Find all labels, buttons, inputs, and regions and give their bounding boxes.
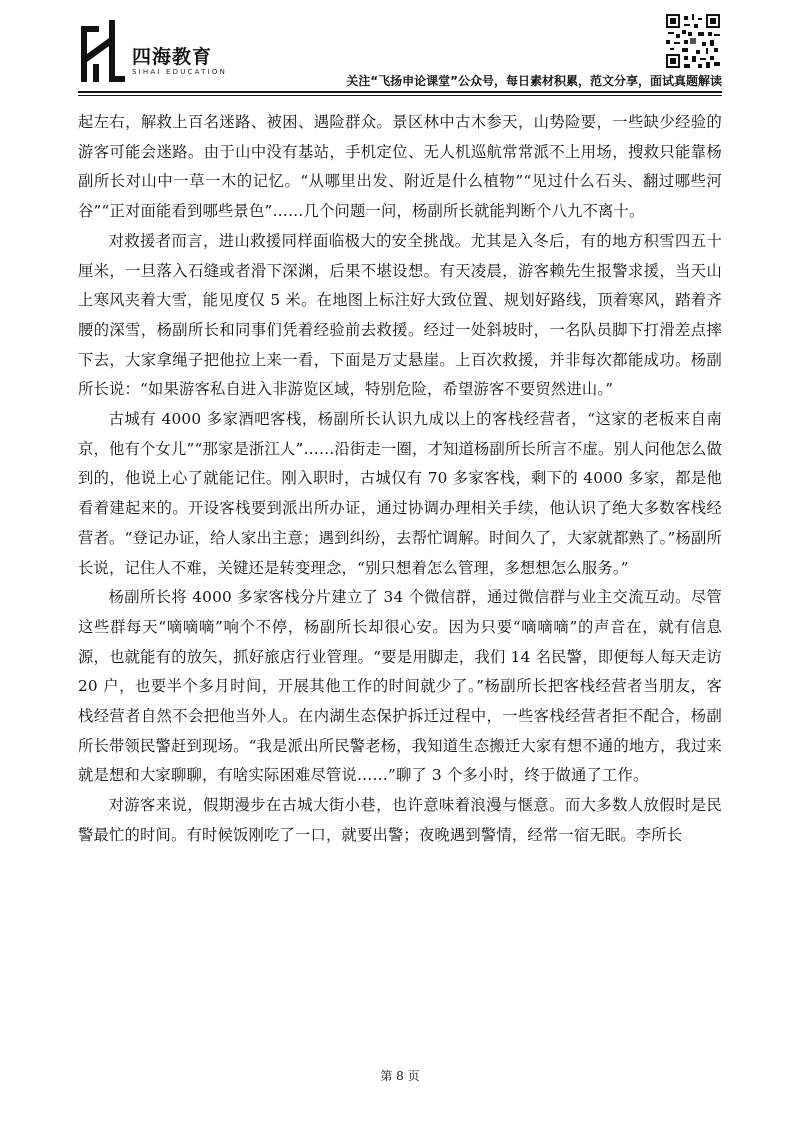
sihai-logo-icon <box>79 18 127 88</box>
page-number: 第 8 页 <box>380 1069 420 1083</box>
paragraph: 古城有 4000 多家酒吧客栈，杨副所长认识九成以上的客栈经营者，“这家的老板来自南京，他有个女儿”“那家是浙江人”……沿街走一圈，才知道杨副所长所言不虚。别人问他怎么做到的，他说上心了就能记住。刚入职时，古城仅有 70 多家客栈，剩下的 4000 多家，都是他看着建起来的。开设客栈要到派出所办证，通过协调办理相关手续，他认识了绝大多数客栈经营者。“登记办证，给人家出主意；遇到纠纷，去帮忙调解。时间久了，大家就都熟了。”杨副所长说，记住人不难，关键还是转变理念，“别只想着怎么管理，多想想怎么服务。” <box>78 410 722 577</box>
paragraph: 杨副所长将 4000 多家客栈分片建立了 34 个微信群，通过微信群与业主交流互动。尽管这些群每天“嘀嘀嘀”响个不停，杨副所长却很心安。因为只要“嘀嘀嘀”的声音在，就有信息源，也就能有的放矢，抓好旅店行业管理。“要是用脚走，我们 14 名民警，即便每人每天走访 20 户，也要半个多月时间，开展其他工作的时间就少了。”杨副所长把客栈经营者当朋友，客栈经营者自然不会把他当外人。在内湖生态保护拆迁过程中，一些客栈经营者拒不配合，杨副所长带领民警赶到现场。“我是派出所民警老杨，我知道生态搬迁大家有想不通的地方，我过来就是想和大家聊聊，有啥实际困难尽管说……”聊了 3 个多小时，终于做通了工作。 <box>78 588 722 785</box>
paragraph: 起左右，解救上百名迷路、被困、遇险群众。景区林中古木参天，山势险要，一些缺少经验的游客可能会迷路。由于山中没有基站，手机定位、无人机巡航常常派不上用场，搜救只能靠杨副所长对山中一草一木的记忆。“从哪里出发、附近是什么植物”“见过什么石头、翻过哪些河谷”“正对面能看到哪些景色”……几个问题一问，杨副所长就能判断个八九不离十。 <box>78 113 722 221</box>
logo-name: 四海教育 <box>132 46 213 68</box>
paragraph: 对救援者而言，进山救援同样面临极大的安全挑战。尤其是入冬后，有的地方积雪四五十厘米，一旦落入石缝或者滑下深渊，后果不堪设想。有天凌晨，游客赖先生报警求援，当天山上寒风夹着大雪，能见度仅 5 米。在地图上标注好大致位置、规划好路线，顶着寒风，踏着齐腰的深雪，杨副所长和同事们凭着经验前去救援。经过一处斜坡时，一名队员脚下打滑差点摔下去，大家拿绳子把他拉上来一看，下面是万丈悬崖。上百次救援，并非每次都能成功。杨副所长说：“如果游客私自进入非游览区域，特别危险，希望游客不要贸然进山。” <box>78 231 722 399</box>
page-header <box>0 0 800 100</box>
header-slogan: 关注“飞扬申论课堂”公众号，每日素材积累，范文分享，面试真题解读 <box>346 74 722 88</box>
header-rule <box>78 91 722 93</box>
article-body <box>78 108 722 851</box>
header-rule-thin <box>78 95 722 96</box>
logo-subtitle: SIHAI EDUCATION <box>132 68 228 76</box>
qr-code-icon <box>666 14 720 68</box>
paragraph: 对游客来说，假期漫步在古城大街小巷，也许意味着浪漫与惬意。而大多数人放假时是民警最忙的时间。有时候饭刚吃了一口，就要出警；夜晚遇到警情，经常一宿无眠。李所长 <box>78 796 722 844</box>
